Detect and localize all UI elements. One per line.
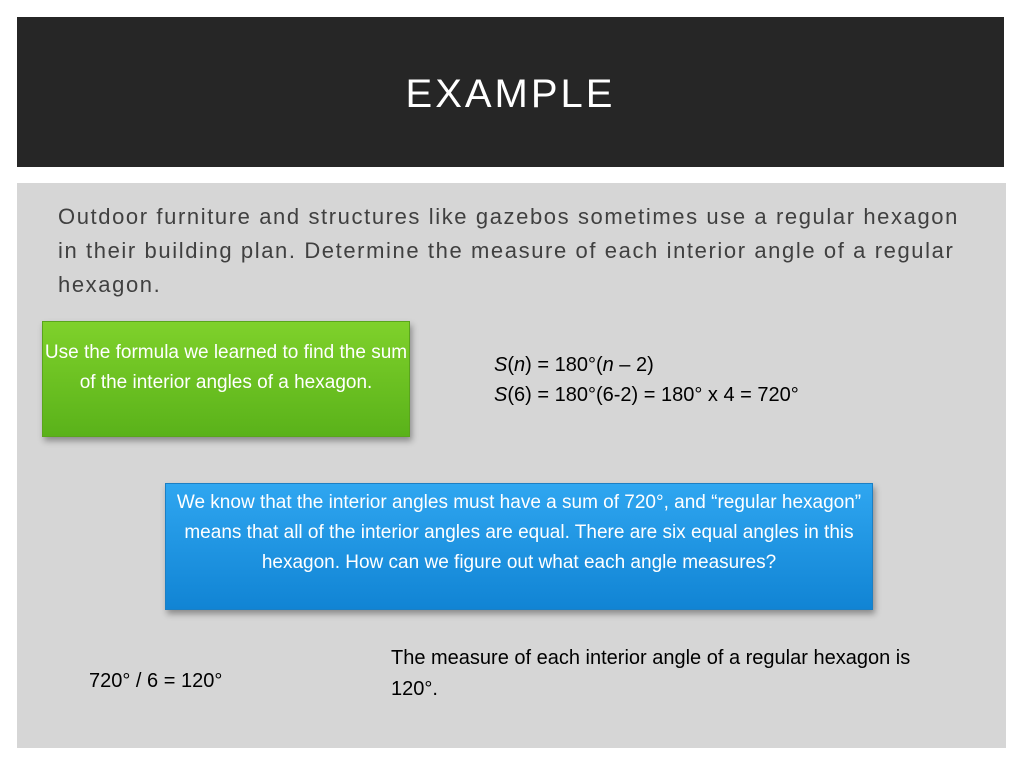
question-text: Outdoor furniture and structures like gazebos sometimes use a regular hexagon in their building plan. Determine the measure of each interior angle of a regular hexagon. (58, 204, 959, 297)
formula-hint-callout (42, 321, 410, 437)
formula-block (494, 350, 799, 410)
reasoning-callout (165, 483, 873, 610)
conclusion-text: The measure of each interior angle of a regular hexagon is 120°. (391, 647, 911, 700)
title-bar (17, 17, 1004, 167)
reasoning-text: We know that the interior angles must have a sum of 720°, and “regular hexagon” means that all of the interior angles are equal. There are six equal angles in this hexagon. How can we figure out what each angle measures? (176, 492, 862, 573)
division-calculation: 720° / 6 = 120° (89, 670, 223, 692)
formula-line-general: S(n) = 180°(n – 2) (494, 354, 654, 376)
formula-hint-text: Use the formula we learned to find the sum of the interior angles of a hexagon. (44, 342, 408, 393)
slide-title: EXAMPLE (405, 71, 616, 116)
formula-line-hexagon: S(6) = 180°(6-2) = 180° x 4 = 720° (494, 384, 799, 406)
